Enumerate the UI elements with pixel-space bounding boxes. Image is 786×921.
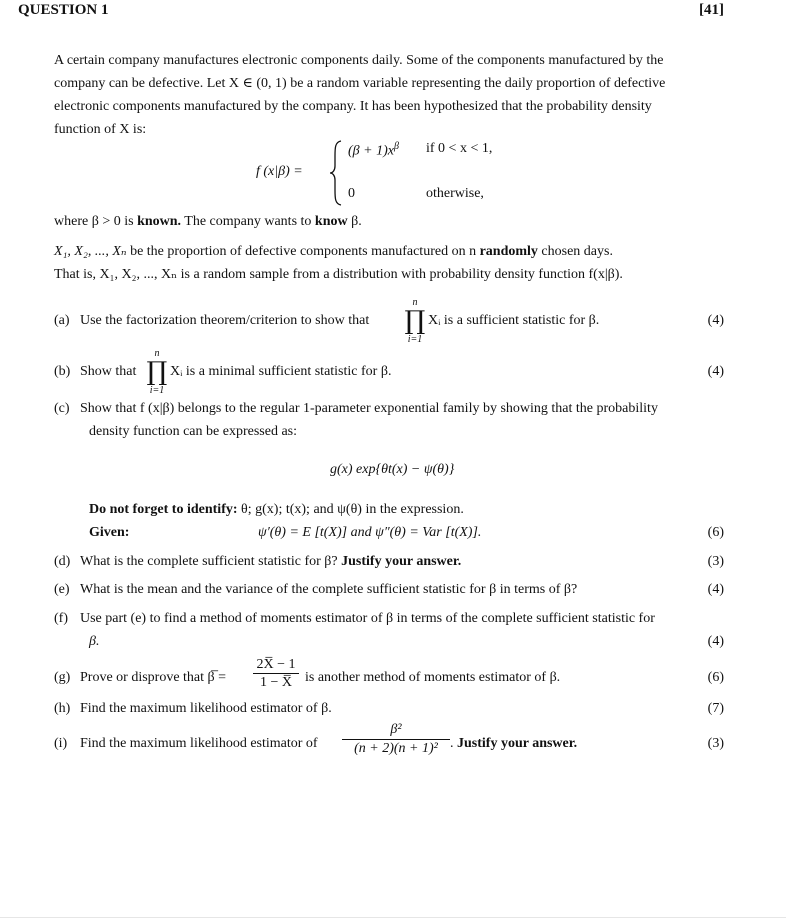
pdf-case2-condition: otherwise, — [426, 186, 484, 201]
part-i-marks: (3) — [707, 736, 724, 751]
part-i-post: . — [450, 736, 457, 751]
part-f-line-1: Use part (e) to find a method of moments estimator of β in terms of the complete sufficient statistic for — [80, 611, 655, 626]
pdf-case1-condition: if 0 < x < 1, — [426, 141, 493, 156]
part-c-identify — [89, 502, 464, 518]
part-c-given-label: Given: — [89, 525, 130, 540]
part-i-pre: Find the maximum likelihood estimator of — [80, 736, 318, 751]
part-f-line-2: β. — [89, 634, 100, 649]
part-d-justify: Justify your answer. — [341, 554, 462, 569]
part-c-given-expr: ψ′(θ) = E [t(X)] and ψ″(θ) = Var [t(X)]. — [258, 525, 482, 540]
part-e-label: (e) — [54, 582, 70, 597]
part-i-post-wrap — [450, 736, 577, 752]
part-i-label: (i) — [54, 736, 68, 751]
part-a-marks: (4) — [707, 313, 724, 328]
part-g-denominator: 1 − X̅ — [259, 675, 292, 690]
part-e-marks: (4) — [707, 582, 724, 597]
sample-line-2: That is, X₁, X₂, ..., Xₙ is a random sample from a distribution with probability density function f(x|β). — [54, 267, 623, 282]
part-e-text: What is the mean and the variance of the complete sufficient statistic for β in terms of β? — [80, 582, 578, 597]
sample-mid: be the proportion of defective components manufactured on n — [130, 244, 480, 259]
pdf-case1-expr: (β + 1)x — [348, 143, 394, 159]
part-c-formula: g(x) exp{θt(x) − ψ(θ)} — [330, 462, 455, 477]
question-title: QUESTION 1 — [18, 2, 109, 18]
part-d-text — [80, 554, 461, 570]
intro-line-4: function of X is: — [54, 122, 147, 137]
pdf-case1-exponent: β — [393, 141, 399, 152]
part-b-pre: Show that — [80, 364, 137, 379]
part-i-justify: Justify your answer. — [457, 736, 578, 751]
sample-post: chosen days. — [537, 244, 613, 259]
total-marks: [41] — [699, 2, 724, 18]
part-c-label: (c) — [54, 401, 70, 416]
part-f-marks: (4) — [707, 634, 724, 649]
product-icon: ∏ — [146, 357, 168, 387]
part-i-denominator: (n + 2)(n + 1)² — [354, 741, 438, 756]
where-post: β. — [347, 214, 362, 229]
part-c-identify-bold: Do not forget to identify: — [89, 502, 238, 517]
where-known: known. — [137, 214, 182, 229]
part-g-numerator: 2X̅ − 1 — [253, 656, 299, 674]
intro-line-2: company can be defective. Let X ∈ (0, 1) be a random variable representing the daily proportion of defective — [54, 76, 666, 91]
part-a-pre: Use the factorization theorem/criterion to show that — [80, 313, 370, 328]
pdf-case1 — [348, 141, 399, 160]
page-bottom-divider — [0, 917, 786, 918]
part-a-post: Xᵢ is a sufficient statistic for β. — [428, 313, 600, 328]
part-f-label: (f) — [54, 611, 68, 626]
part-d-label: (d) — [54, 554, 71, 569]
part-a-product — [404, 297, 426, 345]
part-a-prod-lower: i=1 — [407, 334, 423, 345]
part-h-marks: (7) — [707, 701, 724, 716]
intro-line-1: A certain company manufactures electronic components daily. Some of the components manufactured by the — [54, 53, 664, 68]
where-mid: The company wants to — [181, 214, 315, 229]
left-brace-icon — [328, 140, 344, 206]
sample-randomly: randomly — [479, 244, 538, 259]
part-d-marks: (3) — [707, 554, 724, 569]
part-c-line-2: density function can be expressed as: — [89, 424, 297, 439]
part-a-label: (a) — [54, 313, 70, 328]
part-g-fraction — [253, 656, 299, 691]
sample-vars: X₁, X₂, ..., Xₙ — [54, 244, 127, 259]
part-b-prod-lower: i=1 — [149, 385, 165, 396]
part-g-post: is another method of moments estimator of β. — [305, 670, 561, 685]
sample-line-1 — [54, 243, 613, 260]
part-d-question: What is the complete sufficient statistic for β? — [80, 554, 342, 569]
where-line — [54, 214, 362, 230]
part-c-marks: (6) — [707, 525, 724, 540]
intro-line-3: electronic components manufactured by the company. It has been hypothesized that the probability density — [54, 99, 652, 114]
part-g-pre: Prove or disprove that β̅ = — [80, 670, 227, 685]
part-b-prod-upper: n — [154, 348, 160, 359]
part-c-line-1: Show that f (x|β) belongs to the regular 1-parameter exponential family by showing that the probability — [80, 401, 658, 416]
where-pre: where β > 0 is — [54, 214, 138, 229]
part-c-identify-rest: θ; g(x); t(x); and ψ(θ) in the expression. — [237, 502, 464, 517]
part-b-marks: (4) — [707, 364, 724, 379]
where-know: know — [314, 214, 348, 229]
part-b-label: (b) — [54, 364, 71, 379]
intro-paragraph — [54, 49, 726, 141]
product-icon: ∏ — [404, 306, 426, 336]
part-i-numerator: β² — [342, 721, 450, 740]
pdf-lhs: f (x|β) = — [256, 164, 303, 179]
part-h-text: Find the maximum likelihood estimator of β. — [80, 701, 332, 716]
pdf-case2-expr: 0 — [348, 186, 355, 201]
part-h-label: (h) — [54, 701, 71, 716]
part-b-product — [146, 348, 168, 396]
part-g-marks: (6) — [707, 670, 724, 685]
part-g-label: (g) — [54, 670, 71, 685]
part-a-prod-upper: n — [412, 297, 418, 308]
part-i-fraction — [342, 721, 450, 758]
part-b-post: Xᵢ is a minimal sufficient statistic for β. — [170, 364, 392, 379]
